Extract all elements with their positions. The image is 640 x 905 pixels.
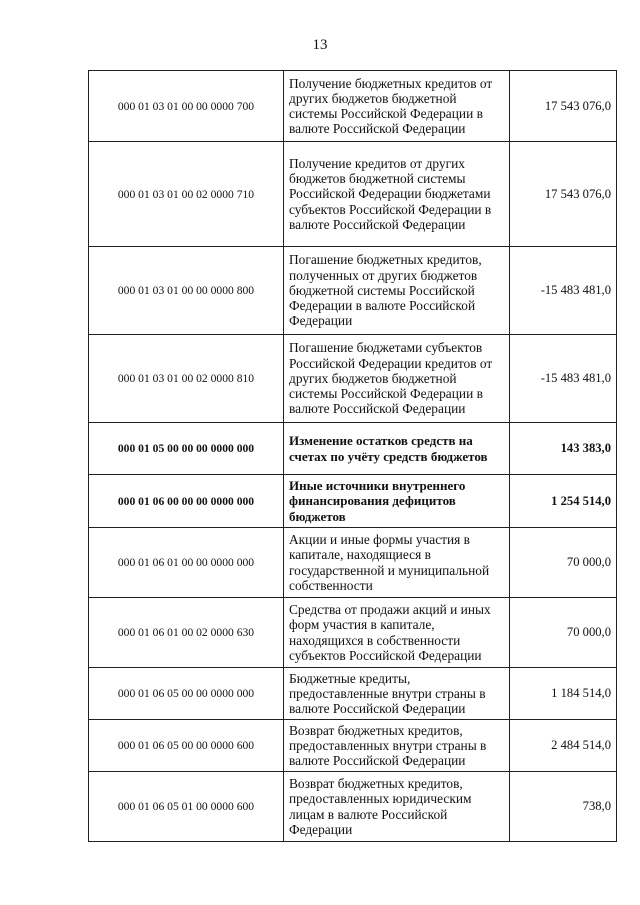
table-body [89, 71, 617, 842]
amount-cell: 2 484 514,0 [510, 720, 617, 772]
table-row [89, 598, 617, 668]
budget-code-cell: 000 01 06 01 00 00 0000 000 [89, 528, 284, 598]
budget-sources-table [88, 70, 617, 842]
table-row [89, 335, 617, 423]
amount-cell: 1 184 514,0 [510, 668, 617, 720]
budget-code-cell: 000 01 06 00 00 00 0000 000 [89, 475, 284, 528]
description-cell: Возврат бюджетных кредитов, предоставленных внутри страны в валюте Российской Федерации [284, 720, 510, 772]
budget-code-cell: 000 01 03 01 00 02 0000 710 [89, 142, 284, 247]
description-cell: Изменение остатков средств на счетах по учёту средств бюджетов [284, 423, 510, 475]
table-row [89, 423, 617, 475]
amount-cell: 17 543 076,0 [510, 142, 617, 247]
description-cell: Возврат бюджетных кредитов, предоставленных юридическим лицам в валюте Российской Федерации [284, 772, 510, 842]
table-row [89, 668, 617, 720]
budget-code-cell: 000 01 06 01 00 02 0000 630 [89, 598, 284, 668]
budget-code-cell: 000 01 03 01 00 02 0000 810 [89, 335, 284, 423]
budget-code-cell: 000 01 03 01 00 00 0000 700 [89, 71, 284, 142]
budget-code-cell: 000 01 06 05 00 00 0000 000 [89, 668, 284, 720]
amount-cell: 738,0 [510, 772, 617, 842]
description-cell: Бюджетные кредиты, предоставленные внутри страны в валюте Российской Федерации [284, 668, 510, 720]
table-row [89, 71, 617, 142]
amount-cell: 70 000,0 [510, 598, 617, 668]
table-row [89, 142, 617, 247]
description-cell: Погашение бюджетами субъектов Российской Федерации кредитов от других бюджетов бюджетной системы Российской Федерации в валюте Российской Федерации [284, 335, 510, 423]
table-row [89, 528, 617, 598]
description-cell: Иные источники внутреннего финансирования дефицитов бюджетов [284, 475, 510, 528]
table-row [89, 475, 617, 528]
amount-cell: 143 383,0 [510, 423, 617, 475]
table-row [89, 772, 617, 842]
budget-code-cell: 000 01 05 00 00 00 0000 000 [89, 423, 284, 475]
amount-cell: -15 483 481,0 [510, 335, 617, 423]
budget-code-cell: 000 01 03 01 00 00 0000 800 [89, 247, 284, 335]
description-cell: Получение кредитов от других бюджетов бюджетной системы Российской Федерации бюджетами субъектов Российской Федерации в валюте Российской Федерации [284, 142, 510, 247]
table-row [89, 247, 617, 335]
amount-cell: 70 000,0 [510, 528, 617, 598]
amount-cell: 17 543 076,0 [510, 71, 617, 142]
description-cell: Акции и иные формы участия в капитале, находящиеся в государственной и муниципальной собственности [284, 528, 510, 598]
budget-code-cell: 000 01 06 05 00 00 0000 600 [89, 720, 284, 772]
description-cell: Средства от продажи акций и иных форм участия в капитале, находящихся в собственности субъектов Российской Федерации [284, 598, 510, 668]
description-cell: Получение бюджетных кредитов от других бюджетов бюджетной системы Российской Федерации в валюте Российской Федерации [284, 71, 510, 142]
amount-cell: -15 483 481,0 [510, 247, 617, 335]
amount-cell: 1 254 514,0 [510, 475, 617, 528]
table-row [89, 720, 617, 772]
page-number: 13 [312, 37, 328, 53]
budget-code-cell: 000 01 06 05 01 00 0000 600 [89, 772, 284, 842]
description-cell: Погашение бюджетных кредитов, полученных от других бюджетов бюджетной системы Российской Федерации в валюте Российской Федерации [284, 247, 510, 335]
